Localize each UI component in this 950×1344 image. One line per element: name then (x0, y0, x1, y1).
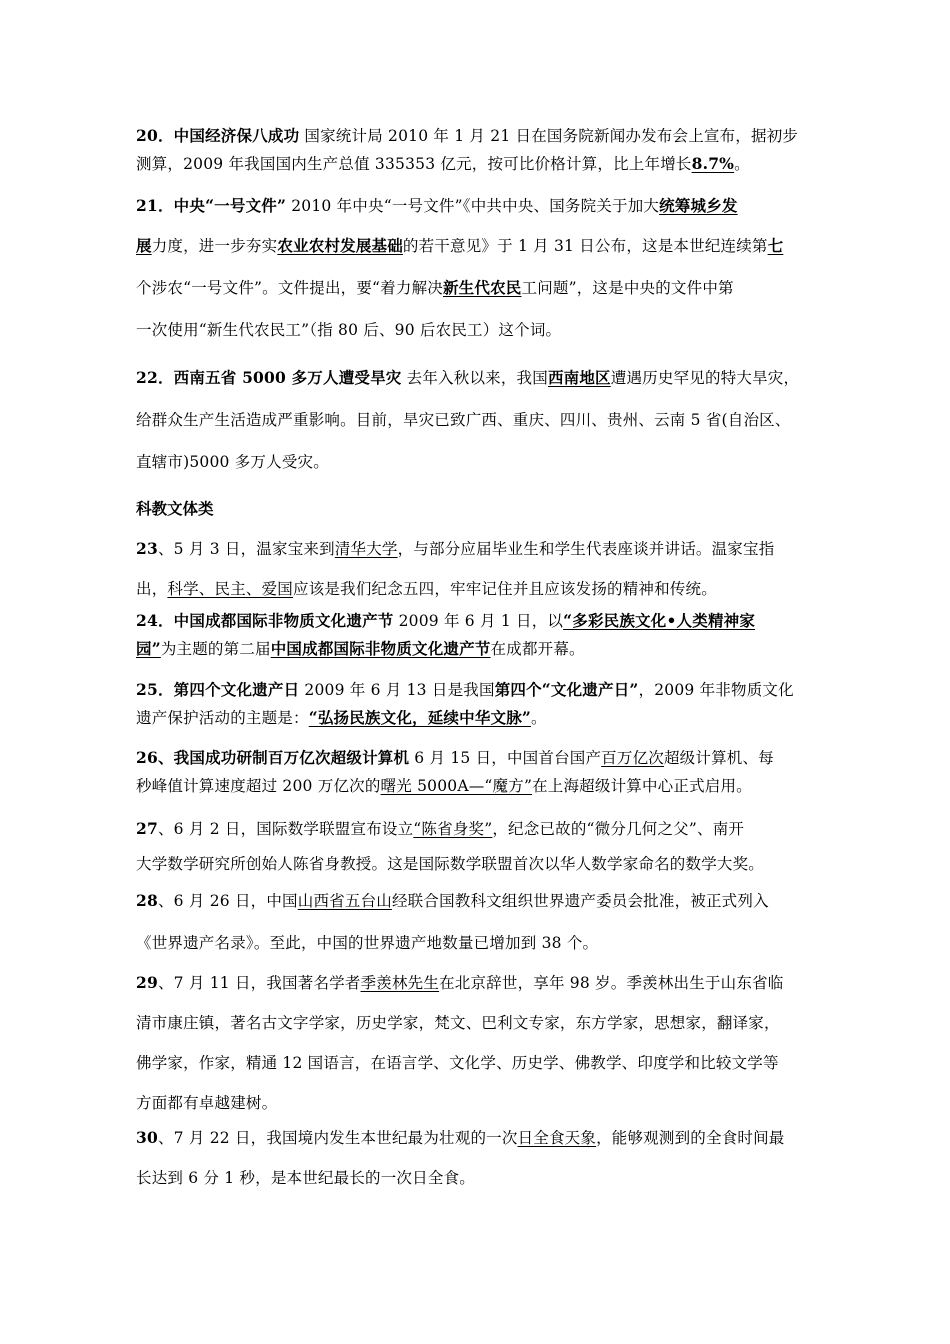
item-line (136, 931, 598, 953)
item-text: 。 (531, 709, 547, 727)
item-text: 出， (136, 580, 168, 598)
item-text: 遗产保护活动的主题是： (136, 709, 309, 727)
item-text: 力度，进一步夯实 (151, 237, 278, 255)
item-line (136, 678, 794, 700)
item-text: 在北京辞世，享年 98 岁。季羡林出生于山东省临 (439, 974, 784, 992)
item-headline: 24．中国成都国际非物质文化遗产节 (136, 611, 394, 630)
item-text: 2009 年 6 月 1 日，以 (393, 612, 564, 630)
highlight-keyword: 统筹城乡发 (659, 196, 738, 215)
item-line (136, 318, 561, 340)
item-text: 直辖市)5000 多万人受灾。 (136, 453, 329, 471)
item-text: 的若干意见》于 1 月 31 日公布，这是本世纪连续第 (402, 237, 768, 255)
item-text: 《世界遗产名录》。至此，中国的世界遗产地数量已增加到 38 个。 (136, 934, 599, 952)
highlight-keyword: 中国成都国际非物质文化遗产节 (270, 639, 491, 658)
item-line (136, 1166, 475, 1188)
item-line (136, 706, 547, 728)
highlight-keyword: 日全食天象 (517, 1129, 597, 1147)
item-number: 30 (136, 1128, 158, 1147)
item-text: 2009 年 6 月 13 日是我国 (299, 681, 495, 699)
highlight-keyword: 西南地区 (547, 368, 611, 387)
item-number: 28 (136, 891, 158, 910)
item-line (136, 577, 717, 599)
item-line (136, 366, 799, 388)
item-line (136, 637, 585, 659)
item-line (136, 774, 752, 796)
highlight-keyword: 园” (136, 639, 161, 658)
item-headline: 20．中国经济保八成功 (136, 126, 300, 145)
highlight-keyword: 曙光 5000A—“魔方” (380, 777, 533, 795)
item-text: 在上海超级计算中心正式启用。 (532, 777, 752, 795)
item-text: 测算，2009 年我国国内生产总值 335353 亿元，按可比价格计算，比上年增长 (136, 155, 692, 173)
item-text: 2010 年中央“一号文件”《中共中央、国务院关于加大 (286, 197, 660, 215)
item-line (136, 609, 755, 631)
item-text: 应该是我们纪念五四，牢牢记住并且应该发扬的精神和传统。 (293, 580, 717, 598)
item-text: 个涉农“一号文件”。文件提出，要“着力解决 (136, 279, 443, 297)
highlight-keyword: 第四个“文化遗产日” (494, 680, 639, 699)
item-line (136, 852, 764, 874)
highlight-keyword: 百万亿次 (601, 749, 664, 767)
item-line (136, 1091, 277, 1113)
item-text: ，能够观测到的全食时间最 (596, 1129, 785, 1147)
item-text: 大学数学研究所创始人陈省身教授。这是国际数学联盟首次以华人数学家命名的数学大奖。 (136, 855, 765, 873)
highlight-keyword: “陈省身奖” (413, 820, 493, 838)
item-number: 27 (136, 819, 158, 838)
item-text: 超级计算机、每 (663, 749, 774, 767)
item-text: ，与部分应届毕业生和学生代表座谈并讲话。温家宝指 (397, 540, 775, 558)
item-line (136, 971, 783, 993)
item-text: 6 月 15 日，中国首台国产 (409, 749, 602, 767)
item-text: 去年入秋以来，我国 (401, 369, 548, 387)
highlight-keyword: 季羡林先生 (360, 974, 440, 992)
highlight-keyword: 科学、民主、爱国 (167, 580, 294, 598)
item-line (136, 889, 769, 911)
highlight-keyword: “弘扬民族文化，延续中华文脉” (308, 708, 532, 727)
item-line (136, 234, 783, 256)
item-headline: 26、我国成功研制百万亿次超级计算机 (136, 748, 410, 767)
item-text: 给群众生产生活造成严重影响。目前，旱灾已致广西、重庆、四川、贵州、云南 5 省(自治区、 (136, 411, 791, 429)
highlight-keyword: 清华大学 (334, 540, 398, 558)
item-line (136, 408, 791, 430)
item-text: 在成都开幕。 (490, 640, 585, 658)
item-number: 29 (136, 973, 158, 992)
item-line (136, 537, 774, 559)
item-text: 、5 月 3 日，温家宝来到 (157, 540, 335, 558)
highlight-keyword: 七 (767, 236, 784, 255)
item-text: 遭遇历史罕见的特大旱灾， (610, 369, 800, 387)
highlight-keyword: 农业农村发展基础 (277, 236, 403, 255)
item-text: 、6 月 2 日，国际数学联盟宣布设立 (157, 820, 414, 838)
item-headline: 22．西南五省 5000 多万人遭受旱灾 (136, 368, 402, 387)
item-line (136, 124, 798, 146)
section-heading: 科教文体类 (136, 499, 214, 518)
item-text: 、6 月 26 日，中国 (157, 892, 298, 910)
item-text: 。 (734, 155, 750, 173)
item-text: 经联合国教科文组织世界遗产委员会批准，被正式列入 (391, 892, 769, 910)
item-line (136, 1011, 780, 1033)
item-line (136, 817, 744, 839)
item-text: 秒峰值计算速度超过 200 万亿次的 (136, 777, 381, 795)
item-text: 、7 月 11 日，我国著名学者 (157, 974, 361, 992)
highlight-keyword: 展 (136, 236, 152, 255)
highlight-keyword: 山西省五台山 (297, 892, 392, 910)
item-text: 国家统计局 2010 年 1 月 21 日在国务院新闻办发布会上宣布，据初步 (299, 127, 799, 145)
item-number: 23 (136, 539, 158, 558)
item-line (136, 1051, 779, 1073)
highlight-keyword: “多彩民族文化•人类精神家 (563, 611, 756, 630)
item-text: 方面都有卓越建树。 (136, 1094, 278, 1112)
highlight-keyword: 8.7% (691, 154, 735, 173)
item-text: ，2009 年非物质文化 (638, 681, 794, 699)
item-text: 一次使用“新生代农民工”（指 80 后、90 后农民工）这个词。 (136, 321, 562, 339)
item-line (136, 746, 774, 768)
item-text: 佛学家，作家，精通 12 国语言，在语言学、文化学、历史学、佛教学、印度学和比较文学等 (136, 1054, 779, 1072)
item-line (136, 1126, 784, 1148)
highlight-keyword: 新生代农民 (442, 278, 522, 297)
item-text: ，纪念已故的“微分几何之父”、南开 (492, 820, 745, 838)
item-line (136, 276, 734, 298)
item-line (136, 194, 738, 216)
item-headline: 25．第四个文化遗产日 (136, 680, 300, 699)
item-text: 为主题的第二届 (160, 640, 271, 658)
item-headline: 21．中央“一号文件” (136, 196, 287, 215)
item-text: 工问题”，这是中央的文件中第 (521, 279, 734, 297)
item-text: 清市康庄镇，著名古文字学家，历史学家，梵文、巴利文专家，东方学家，思想家，翻译家， (136, 1014, 780, 1032)
item-line (136, 450, 329, 472)
item-line (136, 152, 750, 174)
item-text: 长达到 6 分 1 秒，是本世纪最长的一次日全食。 (136, 1169, 475, 1187)
item-text: 、7 月 22 日，我国境内发生本世纪最为壮观的一次 (157, 1129, 518, 1147)
